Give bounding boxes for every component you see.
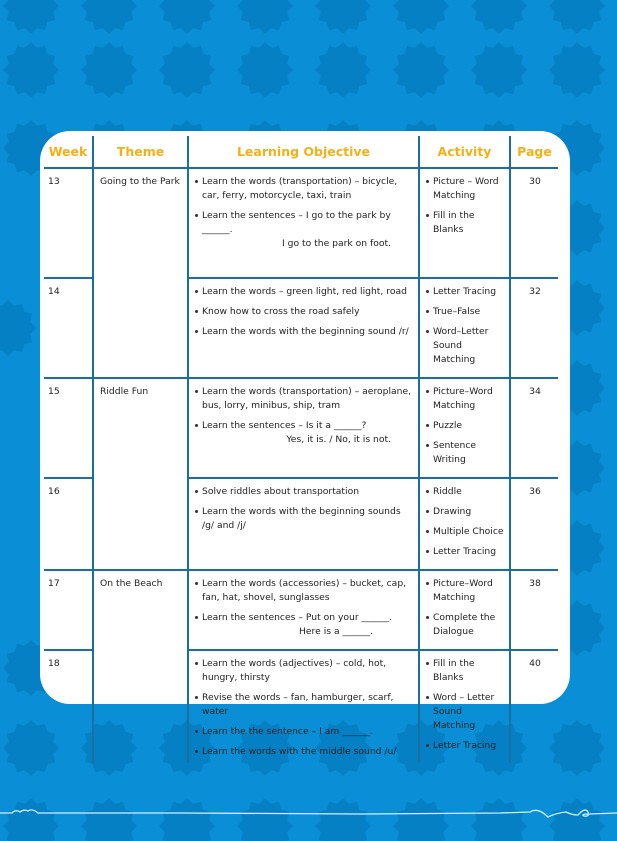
objective-cell [188, 168, 419, 278]
objective-item [195, 611, 413, 639]
week-cell: 13 [44, 168, 93, 278]
flower-shape [471, 0, 527, 34]
theme-cell: On the Beach [93, 570, 188, 650]
objective-item: Solve riddles about transportation [195, 485, 413, 499]
objective-cell [188, 378, 419, 478]
week-cell: 18 [48, 658, 60, 669]
flower-shape [471, 42, 527, 98]
header-objective: Learning Objective [188, 136, 419, 168]
week-cell: 14 [44, 278, 93, 378]
table-row [44, 570, 558, 650]
activity-item: Letter Tracing [426, 285, 504, 299]
page-cell: 34 [510, 378, 558, 478]
header-theme: Theme [93, 136, 188, 168]
objective-item [195, 419, 413, 447]
objective-item: Learn the the sentence – I am ______. [195, 725, 413, 739]
theme-cell [93, 478, 188, 570]
objective-continuation: Yes, it is. / No, it is not. [286, 434, 391, 445]
activity-cell [419, 478, 510, 570]
objective-item: Learn the words (transportation) – aeroplane, bus, lorry, minibus, ship, tram [195, 385, 413, 413]
flower-shape [3, 0, 59, 34]
objective-item [195, 209, 413, 251]
theme-cell [93, 650, 188, 763]
activity-item: Picture–Word Matching [426, 577, 504, 605]
objective-cell [188, 478, 419, 570]
table-row [44, 478, 558, 570]
table-row [44, 168, 558, 278]
objective-item: Learn the words with the beginning sounds /g/ and /j/ [195, 505, 413, 533]
objective-item: Learn the words with the beginning sound /r/ [195, 325, 413, 339]
activity-item: Letter Tracing [426, 739, 504, 753]
activity-item: Fill in the Blanks [426, 657, 504, 685]
flower-shape [549, 42, 605, 98]
page-cell: 40 [510, 650, 558, 763]
theme-cell: Going to the Park [93, 168, 188, 278]
flower-shape [315, 0, 371, 34]
activity-item: Riddle [426, 485, 504, 499]
objective-cell [188, 650, 419, 763]
objective-item: Learn the words – green light, red light, road [195, 285, 413, 299]
header-activity: Activity [419, 136, 510, 168]
activity-item: Word – Letter Sound Matching [426, 691, 504, 733]
flower-shape [159, 0, 215, 34]
table-header-row [44, 136, 558, 168]
table-row [44, 278, 558, 378]
header-page: Page [510, 136, 558, 168]
flower-shape [0, 300, 36, 356]
objective-continuation: I go to the park on foot. [282, 238, 391, 249]
objective-cell [188, 278, 419, 378]
activity-item: True–False [426, 305, 504, 319]
activity-cell [419, 650, 510, 763]
page-cell: 38 [510, 570, 558, 650]
decorative-squiggle-line [0, 805, 617, 825]
objective-text: Learn the sentences – Put on your ______. [202, 612, 393, 623]
theme-cell [93, 278, 188, 378]
objective-text: Learn the sentences – Is it a ______? [202, 420, 367, 431]
objective-item: Learn the words (transportation) – bicycle, car, ferry, motorcycle, taxi, train [195, 175, 413, 203]
activity-cell [419, 168, 510, 278]
activity-item: Word–Letter Sound Matching [426, 325, 504, 367]
table-row [44, 378, 558, 478]
flower-shape [81, 42, 137, 98]
objective-item: Revise the words – fan, hamburger, scarf, water [195, 691, 413, 719]
activity-item: Sentence Writing [426, 439, 504, 467]
activity-item: Fill in the Blanks [426, 209, 504, 237]
activity-item: Multiple Choice [426, 525, 504, 539]
activity-cell [419, 278, 510, 378]
page-cell: 36 [510, 478, 558, 570]
activity-item: Complete the Dialogue [426, 611, 504, 639]
objective-continuation: Here is a ______. [298, 626, 373, 637]
activity-item: Picture–Word Matching [426, 385, 504, 413]
week-cell: 16 [44, 478, 93, 570]
weekly-schedule-table [44, 136, 558, 763]
week-cell: 15 [44, 378, 93, 478]
activity-item: Picture – Word Matching [426, 175, 504, 203]
theme-cell: Riddle Fun [93, 378, 188, 478]
activity-cell [419, 570, 510, 650]
objective-item: Know how to cross the road safely [195, 305, 413, 319]
flower-shape [549, 0, 605, 34]
flower-shape [237, 0, 293, 34]
objective-text: Learn the sentences – I go to the park by ______. [202, 210, 391, 235]
activity-cell [419, 378, 510, 478]
flower-shape [237, 42, 293, 98]
activity-item: Letter Tracing [426, 545, 504, 559]
objective-item: Learn the words (accessories) – bucket, cap, fan, hat, shovel, sunglasses [195, 577, 413, 605]
flower-shape [3, 42, 59, 98]
objective-item: Learn the words with the middle sound /u/ [195, 745, 413, 759]
page-cell: 30 [510, 168, 558, 278]
objective-item: Learn the words (adjectives) – cold, hot, hungry, thirsty [195, 657, 413, 685]
activity-item: Drawing [426, 505, 504, 519]
header-week: Week [44, 136, 93, 168]
flower-shape [393, 0, 449, 34]
page-cell: 32 [510, 278, 558, 378]
week-cell: 17 [44, 570, 93, 650]
flower-shape [159, 42, 215, 98]
flower-shape [393, 42, 449, 98]
flower-shape [81, 0, 137, 34]
objective-cell [188, 570, 419, 650]
flower-shape [315, 42, 371, 98]
table-row [44, 650, 558, 763]
activity-item: Puzzle [426, 419, 504, 433]
